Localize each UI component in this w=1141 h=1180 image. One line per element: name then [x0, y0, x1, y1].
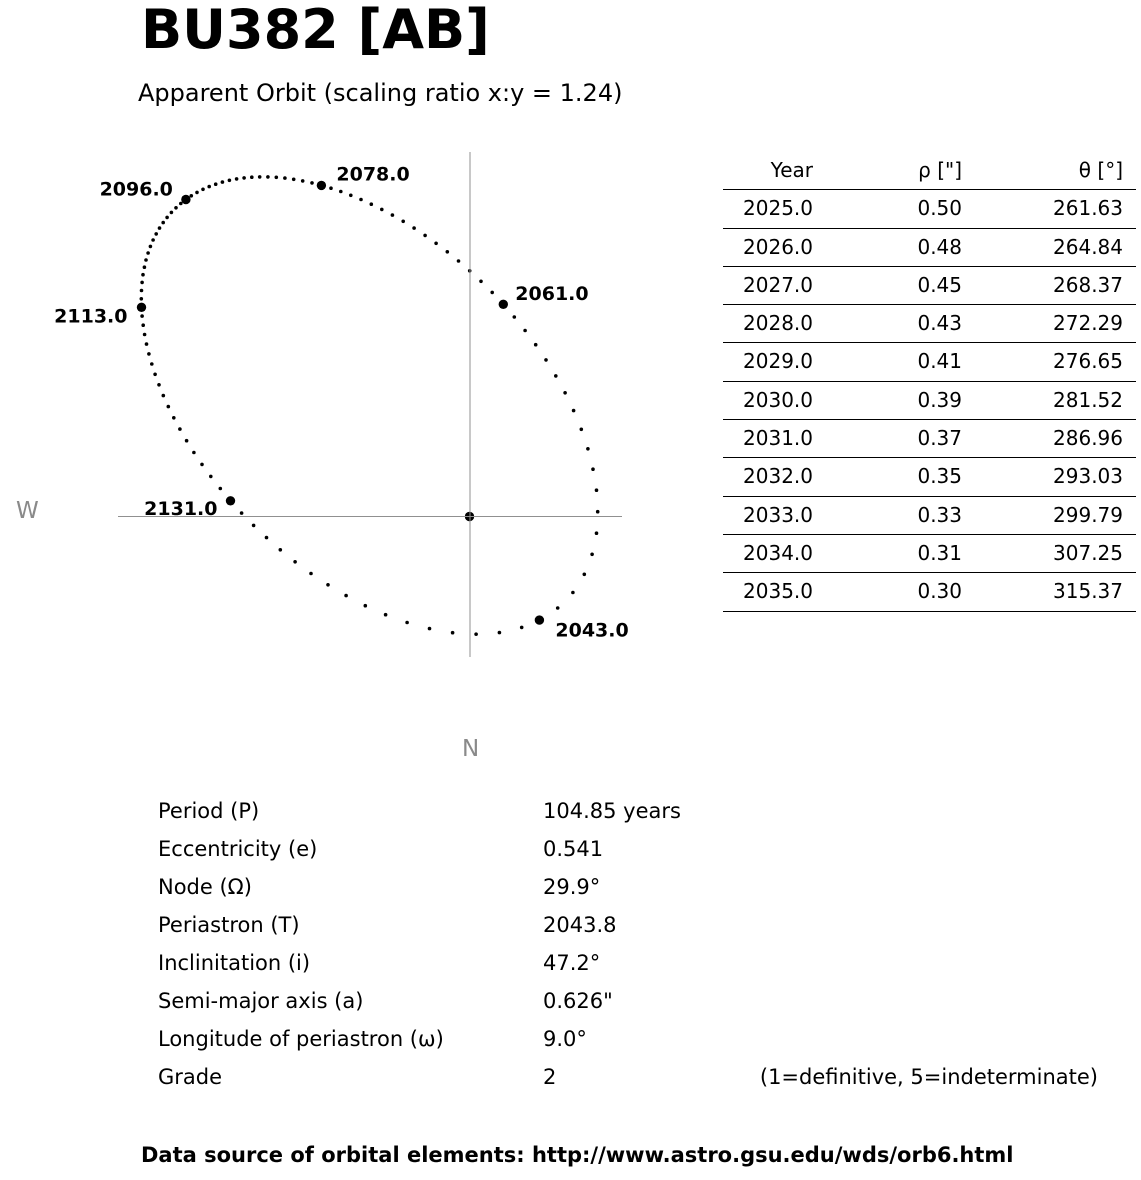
orbit-dot [153, 373, 157, 377]
element-row [158, 830, 1098, 868]
ephemeris-row [723, 305, 1136, 343]
ephemeris-row [723, 458, 1136, 496]
ephemeris-cell: 2031.0 [723, 420, 813, 458]
ephemeris-cell: 0.48 [813, 228, 962, 266]
orbit-dot [329, 186, 333, 190]
element-value: 47.2° [543, 951, 601, 975]
orbit-dot [275, 176, 279, 180]
ephemeris-header-cell: θ [°] [962, 152, 1136, 190]
orbit-dot [359, 198, 363, 202]
orbit-dot [140, 281, 144, 285]
orbit-dot [143, 265, 147, 269]
orbit-dot [154, 232, 158, 236]
orbit-dot [301, 179, 305, 183]
element-row [158, 868, 1098, 906]
orbit-dot [147, 352, 151, 356]
ephemeris-cell: 0.43 [813, 305, 962, 343]
element-value: 104.85 years [543, 799, 681, 823]
ephemeris-cell: 2025.0 [723, 190, 813, 228]
ephemeris-header-cell: ρ ["] [813, 152, 962, 190]
orbit-dot [326, 583, 330, 587]
element-label: Longitude of periastron (ω) [158, 1027, 444, 1051]
year-label: 2096.0 [99, 178, 173, 201]
orbit-dot [143, 333, 147, 337]
orbit-dot [595, 488, 599, 492]
orbit-dot [434, 242, 438, 246]
year-label: 2113.0 [54, 305, 128, 328]
orbit-dot [228, 179, 232, 183]
orbit-dot [214, 182, 218, 186]
ephemeris-cell: 2030.0 [723, 381, 813, 419]
orbit-dot [209, 475, 213, 479]
orbit-dot [590, 553, 594, 557]
ephemeris-row [723, 228, 1136, 266]
orbit-dot [185, 439, 189, 443]
orbit-dot [219, 487, 223, 491]
ephemeris-row [723, 534, 1136, 572]
ephemeris-cell: 0.45 [813, 266, 962, 304]
orbit-dot [534, 343, 538, 347]
orbit-dot [145, 342, 149, 346]
orbit-dot [201, 188, 205, 192]
orbit-dot [457, 259, 461, 263]
ephemeris-cell: 307.25 [962, 534, 1136, 572]
ephemeris-row [723, 496, 1136, 534]
orbit-dot [150, 362, 154, 366]
ephemeris-cell: 286.96 [962, 420, 1136, 458]
ephemeris-row [723, 343, 1136, 381]
year-marker [499, 300, 508, 309]
ephemeris-cell: 0.35 [813, 458, 962, 496]
orbit-dot [283, 176, 287, 180]
ephemeris-cell: 2029.0 [723, 343, 813, 381]
page-title: BU382 [AB] [141, 0, 490, 61]
ephemeris-cell: 272.29 [962, 305, 1136, 343]
orbit-dot [556, 606, 560, 610]
orbit-dot [192, 451, 196, 455]
orbit-dot [266, 175, 270, 179]
ephemeris-table [723, 152, 1136, 612]
orbit-dot [240, 511, 244, 515]
orbit-dot [265, 536, 269, 540]
orbit-dot [151, 238, 155, 242]
orbit-dot [554, 374, 558, 378]
orbit-dot [292, 178, 296, 182]
orbit-dot [140, 289, 144, 293]
ephemeris-cell: 264.84 [962, 228, 1136, 266]
element-label: Inclinitation (i) [158, 951, 311, 975]
orbit-dot [384, 613, 388, 617]
ephemeris-row [723, 190, 1136, 228]
orbit-dot [405, 621, 409, 625]
element-value: 29.9° [543, 875, 601, 899]
element-value: 0.541 [543, 837, 604, 861]
ephemeris-cell: 293.03 [962, 458, 1136, 496]
element-value: 2043.8 [543, 913, 617, 937]
orbit-dot [178, 427, 182, 431]
orbit-dot [235, 177, 239, 181]
orbit-dot [190, 194, 194, 198]
orbit-dot [158, 226, 162, 230]
year-marker [317, 181, 326, 190]
ephemeris-cell: 2026.0 [723, 228, 813, 266]
ephemeris-cell: 0.41 [813, 343, 962, 381]
element-row [158, 1020, 1098, 1058]
orbit-dot [498, 631, 502, 635]
orbit-dot [161, 221, 165, 225]
orbit-dot [252, 524, 256, 528]
ephemeris-cell: 2028.0 [723, 305, 813, 343]
ephemeris-cell: 0.30 [813, 573, 962, 611]
element-label: Period (P) [158, 799, 260, 823]
ephemeris-row [723, 381, 1136, 419]
ephemeris-cell: 276.65 [962, 343, 1136, 381]
element-label: Grade [158, 1065, 223, 1089]
orbit-dot [309, 572, 313, 576]
element-row [158, 906, 1098, 944]
orbit-dot [207, 185, 211, 189]
orbital-elements-list [158, 792, 1098, 1096]
element-label: Semi-major axis (a) [158, 989, 364, 1013]
orbit-dot [479, 280, 483, 284]
orbit-dot [242, 176, 246, 180]
orbit-dot [520, 626, 524, 630]
ephemeris-cell: 2032.0 [723, 458, 813, 496]
ephemeris-cell: 0.39 [813, 381, 962, 419]
orbit-dot [149, 245, 153, 249]
element-value: 9.0° [543, 1027, 587, 1051]
ephemeris-cell: 281.52 [962, 381, 1136, 419]
element-label: Node (Ω) [158, 875, 252, 899]
data-source-footer: Data source of orbital elements: http://www.astro.gsu.edu/wds/orb6.html [141, 1143, 1014, 1167]
orbit-dot [141, 323, 145, 327]
element-note: (1=definitive, 5=indeterminate) [759, 1065, 1098, 1089]
orbit-dot [146, 251, 150, 255]
orbit-dot [571, 591, 575, 595]
orbit-dot [596, 510, 600, 514]
ephemeris-cell: 2033.0 [723, 496, 813, 534]
orbit-dot [144, 258, 148, 262]
orbit-dot [293, 560, 297, 564]
element-row [158, 792, 1098, 830]
orbit-dot [141, 273, 145, 277]
orbit-dot [179, 202, 183, 206]
ephemeris-cell: 315.37 [962, 573, 1136, 611]
ephemeris-row [723, 573, 1136, 611]
orbit-dot [165, 216, 169, 220]
orbit-dot [580, 428, 584, 432]
orbit-dot [344, 594, 348, 598]
year-label: 2131.0 [144, 497, 218, 520]
ephemeris-cell: 0.33 [813, 496, 962, 534]
orbit-dot [563, 391, 567, 395]
element-row [158, 1058, 1098, 1096]
ephemeris-cell: 268.37 [962, 266, 1136, 304]
compass-west-label: W [16, 498, 39, 524]
year-label: 2078.0 [336, 163, 410, 186]
ephemeris-cell: 2035.0 [723, 573, 813, 611]
orbit-dot [162, 394, 166, 398]
ephemeris-header-cell: Year [723, 152, 813, 190]
element-value: 2 [543, 1065, 557, 1089]
orbit-dot [572, 409, 576, 413]
element-label: Eccentricity (e) [158, 837, 318, 861]
orbit-dot [167, 405, 171, 409]
orbit-dot [140, 297, 144, 301]
orbit-dot [401, 220, 405, 224]
orbit-dot [380, 208, 384, 212]
ephemeris-table-head [723, 152, 1136, 190]
orbit-dot [310, 181, 314, 185]
orbit-dot [221, 180, 225, 184]
orbit-dot [140, 314, 144, 318]
orbit-dot [157, 383, 161, 387]
orbit-dot [490, 291, 494, 295]
orbit-dot [364, 604, 368, 608]
ephemeris-table-body [723, 190, 1136, 611]
year-label: 2061.0 [515, 282, 589, 305]
orbit-dot [339, 190, 343, 194]
orbit-dot [583, 573, 587, 577]
ephemeris-cell: 261.63 [962, 190, 1136, 228]
year-label: 2043.0 [555, 619, 629, 642]
orbit-dot [544, 358, 548, 362]
year-marker [535, 615, 544, 624]
orbit-dot [349, 194, 353, 198]
orbit-dot [258, 175, 262, 179]
orbit-dot [250, 175, 254, 179]
element-row [158, 982, 1098, 1020]
orbit-dot [195, 191, 199, 195]
element-value: 0.626" [543, 989, 613, 1013]
orbit-dot [170, 211, 174, 215]
orbit-dot [523, 329, 527, 333]
ephemeris-cell: 2027.0 [723, 266, 813, 304]
orbit-dot [591, 467, 595, 471]
ephemeris-row [723, 420, 1136, 458]
ephemeris-cell: 0.50 [813, 190, 962, 228]
orbit-dot [446, 250, 450, 254]
orbit-dot [423, 234, 427, 238]
compass-north-label: N [462, 736, 480, 762]
orbit-dot [412, 226, 416, 230]
orbit-dot [391, 213, 395, 217]
ephemeris-cell: 0.31 [813, 534, 962, 572]
orbit-dot [172, 416, 176, 420]
orbit-dot [595, 531, 599, 535]
ephemeris-cell: 0.37 [813, 420, 962, 458]
orbit-dot [174, 206, 178, 210]
element-row [158, 944, 1098, 982]
ephemeris-row [723, 266, 1136, 304]
orbit-dot [370, 202, 374, 206]
ephemeris-header-row [723, 152, 1136, 190]
year-marker [137, 303, 146, 312]
ephemeris-cell: 299.79 [962, 496, 1136, 534]
orbit-dot [474, 632, 478, 636]
element-label: Periastron (T) [158, 913, 300, 937]
year-marker [181, 195, 190, 204]
orbit-dot [451, 631, 455, 635]
ephemeris-cell: 2034.0 [723, 534, 813, 572]
year-marker [226, 496, 235, 505]
orbit-dot [586, 447, 590, 451]
orbit-dot [200, 463, 204, 467]
page-subtitle: Apparent Orbit (scaling ratio x:y = 1.24) [138, 79, 623, 107]
orbit-dot [279, 548, 283, 552]
orbit-dot [513, 315, 517, 319]
orbit-dot [428, 627, 432, 631]
